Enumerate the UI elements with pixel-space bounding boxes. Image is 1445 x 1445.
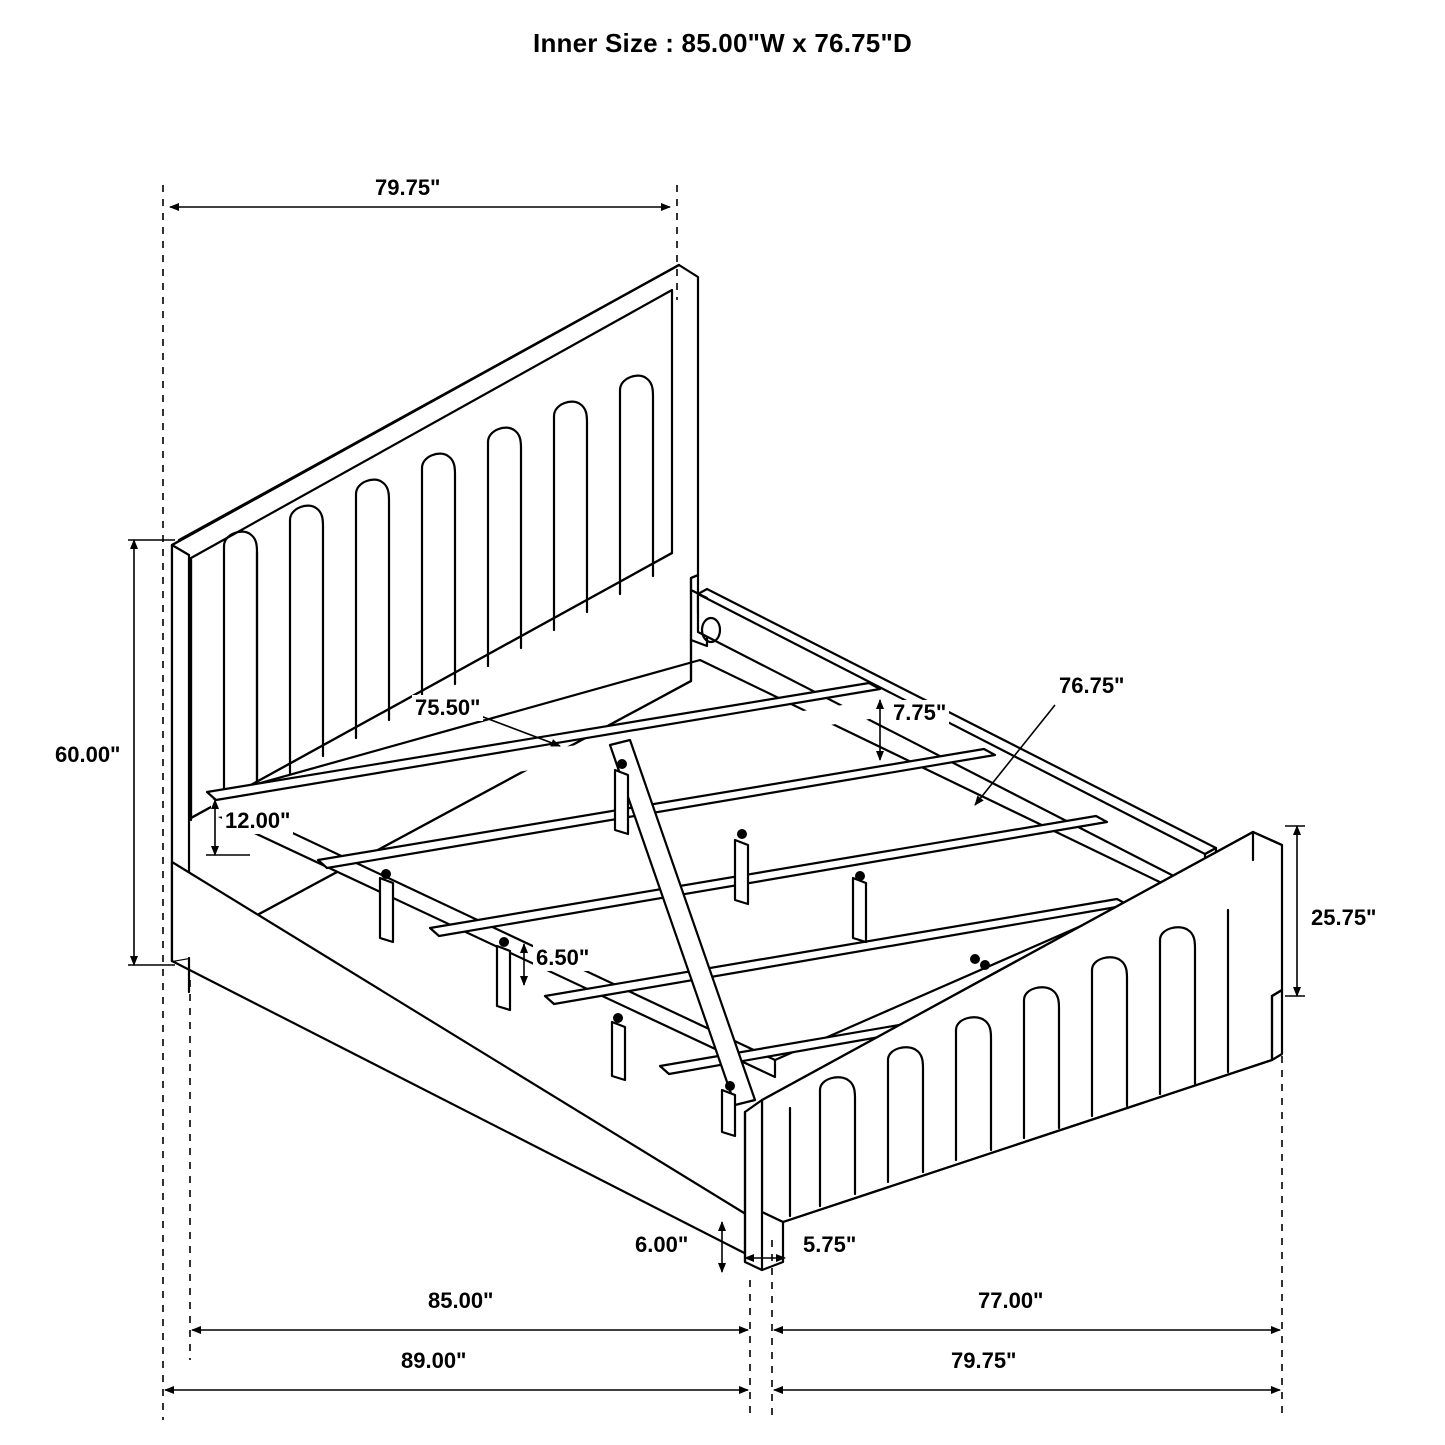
dim-overall-width-back: 89.00" bbox=[398, 1348, 469, 1374]
dim-footboard-height: 25.75" bbox=[1308, 905, 1379, 931]
page-title: Inner Size : 85.00"W x 76.75"D bbox=[533, 28, 912, 58]
dim-slat-span: 75.50" bbox=[412, 695, 483, 721]
dim-headboard-width: 79.75" bbox=[372, 175, 443, 201]
dim-foot-post-width: 5.75" bbox=[800, 1232, 859, 1258]
dim-rail-thickness: 7.75" bbox=[890, 700, 949, 726]
dim-inner-depth: 76.75" bbox=[1056, 673, 1127, 699]
dim-headboard-height: 60.00" bbox=[52, 742, 123, 768]
dim-overall-width-front: 85.00" bbox=[425, 1288, 496, 1314]
dim-overall-depth-front: 77.00" bbox=[975, 1288, 1046, 1314]
dim-overall-depth-back: 79.75" bbox=[948, 1348, 1019, 1374]
dim-slat-leg: 6.50" bbox=[533, 945, 592, 971]
dim-foot-leg-height: 6.00" bbox=[632, 1232, 691, 1258]
dim-deck-height: 12.00" bbox=[222, 808, 293, 834]
